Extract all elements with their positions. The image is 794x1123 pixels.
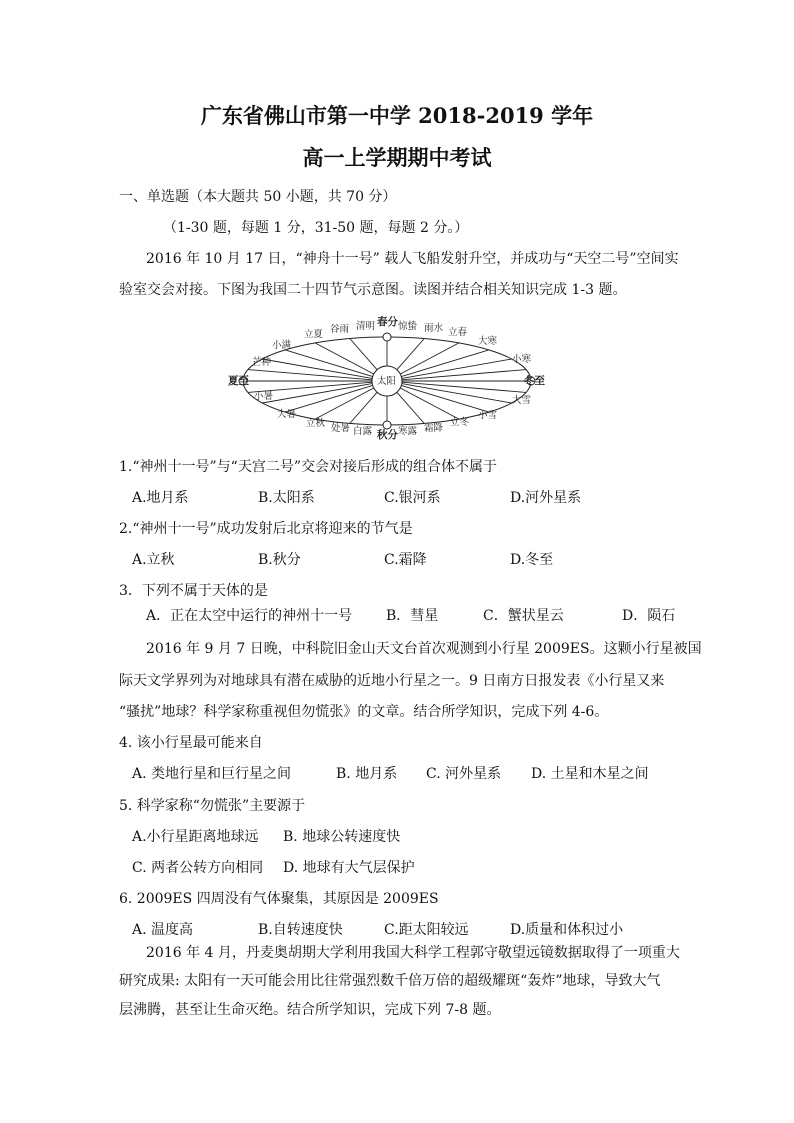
question-6-option-a[interactable]: A. 温度高 bbox=[132, 922, 194, 938]
label-autumn: 秋分 bbox=[377, 429, 398, 441]
question-2-stem: 2.“神州十一号”成功发射后北京将迎来的节气是 bbox=[119, 521, 413, 537]
orbit-ray bbox=[400, 343, 459, 374]
question-1-stem: 1.“神州十一号”与“天宫二号”交会对接后形成的组合体不属于 bbox=[119, 459, 497, 475]
term-dahan: 大寒 bbox=[478, 336, 498, 347]
term-qingming: 清明 bbox=[356, 321, 376, 332]
orbit-ray bbox=[315, 388, 374, 419]
question-5-option-c[interactable]: C. 两者公转方向相同 bbox=[132, 860, 264, 876]
question-6-option-d[interactable]: D.质量和体积过小 bbox=[510, 922, 624, 938]
question-4-option-a[interactable]: A. 类地行星和巨行星之间 bbox=[132, 766, 292, 782]
label-spring: 春分 bbox=[377, 316, 398, 328]
exam-title-line1: 广东省佛山市第一中学 2018-2019 学年 bbox=[200, 103, 594, 128]
term-dashu: 大暑 bbox=[277, 409, 297, 420]
term-xiaoxue: 小雪 bbox=[478, 410, 498, 421]
question-3-stem: 3．下列不属于天体的是 bbox=[119, 583, 268, 599]
orbit-ray bbox=[400, 388, 459, 419]
question-2-option-b[interactable]: B.秋分 bbox=[258, 552, 301, 568]
term-hanlu: 寒露 bbox=[398, 426, 418, 437]
passage1-line1: 2016 年 10 月 17 日，“神舟十一号” 载人飞船发射升空，并成功与“天空二号”空间实 bbox=[146, 251, 679, 267]
term-chushu: 处暑 bbox=[331, 423, 351, 434]
orbit-ray bbox=[397, 392, 424, 423]
orbit-ray bbox=[285, 350, 373, 377]
term-bailu: 白露 bbox=[353, 426, 373, 437]
solar-terms-diagram bbox=[228, 310, 545, 442]
term-shuangjiang: 霜降 bbox=[424, 423, 444, 434]
passage3-line2: 研究成果: 太阳有一天可能会用比往常强烈数千倍万倍的超级耀斑“轰炸”地球，导致大气 bbox=[119, 973, 661, 989]
question-6-stem: 6. 2009ES 四周没有气体聚集，其原因是 2009ES bbox=[119, 891, 439, 907]
orbit-ray bbox=[397, 339, 424, 370]
question-5-option-b[interactable]: B. 地球公转速度快 bbox=[283, 829, 401, 845]
marker-autumn bbox=[383, 421, 391, 429]
orbit-ray bbox=[350, 339, 377, 370]
label-winter: 冬至 bbox=[524, 375, 545, 387]
question-2-option-a[interactable]: A.立秋 bbox=[132, 552, 175, 568]
passage2-line1: 2016 年 9 月 7 日晚，中科院旧金山天文台首次观测到小行星 2009ES。这颗小行星被国 bbox=[146, 641, 702, 657]
passage3-line1: 2016 年 4 月，丹麦奥胡期大学利用我国大科学工程郭守敬望远镜数据取得了一项重大 bbox=[146, 945, 680, 961]
passage2-line3: “骚扰”地球？科学家称重视但勿慌张》的文章。结合所学知识，完成下列 4-6。 bbox=[119, 704, 609, 720]
question-3-option-d[interactable]: D．陨石 bbox=[622, 608, 676, 624]
question-3-option-c[interactable]: C．蟹状星云 bbox=[483, 608, 564, 624]
term-xiaohan: 小寒 bbox=[512, 354, 532, 365]
question-4-stem: 4. 该小行星最可能来自 bbox=[119, 735, 263, 751]
question-2-option-c[interactable]: C.霜降 bbox=[384, 552, 427, 568]
question-6-option-b[interactable]: B.自转速度快 bbox=[258, 922, 343, 938]
question-2-option-d[interactable]: D.冬至 bbox=[510, 552, 554, 568]
marker-spring bbox=[383, 333, 391, 341]
question-1-option-d[interactable]: D.河外星系 bbox=[510, 490, 582, 506]
exam-title-line2: 高一上学期期中考试 bbox=[302, 145, 492, 170]
question-5-option-a[interactable]: A.小行星距离地球远 bbox=[132, 829, 259, 845]
question-6-option-c[interactable]: C.距太阳较远 bbox=[384, 922, 469, 938]
term-xiaoshu: 小暑 bbox=[254, 391, 274, 402]
orbit-ray bbox=[350, 392, 377, 423]
question-5-option-d[interactable]: D. 地球有大气层保护 bbox=[283, 860, 415, 876]
question-1-option-a[interactable]: A.地月系 bbox=[132, 490, 189, 506]
passage1-line2: 验室交会对接。下图为我国二十四节气示意图。读图并结合相关知识完成 1-3 题。 bbox=[119, 282, 627, 298]
orbit-ray bbox=[401, 385, 489, 412]
question-3-option-a[interactable]: A．正在太空中运行的神州十一号 bbox=[146, 608, 353, 624]
term-lixia: 立夏 bbox=[304, 329, 324, 340]
term-daxue: 大雪 bbox=[512, 395, 532, 406]
question-3-option-b[interactable]: B．彗星 bbox=[386, 608, 439, 624]
passage3-line3: 层沸腾，甚至让生命灭绝。结合所学知识，完成下列 7-8 题。 bbox=[119, 1002, 501, 1018]
question-4-option-c[interactable]: C. 河外星系 bbox=[426, 766, 502, 782]
orbit-ray bbox=[285, 385, 373, 412]
question-4-option-d[interactable]: D. 土星和木星之间 bbox=[531, 766, 649, 782]
term-lichun: 立春 bbox=[448, 327, 468, 338]
term-xiaoman: 小满 bbox=[272, 340, 292, 351]
section-heading: 一、单选题（本大题共 50 小题，共 70 分） bbox=[119, 189, 397, 205]
passage2-line2: 际天文学界列为对地球具有潜在威胁的近地小行星之一。9 日南方日报发表《小行星又来 bbox=[119, 673, 665, 689]
term-yushui: 雨水 bbox=[424, 323, 444, 334]
term-mangzhong: 芒种 bbox=[252, 357, 272, 368]
question-1-option-b[interactable]: B.太阳系 bbox=[258, 490, 315, 506]
question-1-option-c[interactable]: C.银河系 bbox=[384, 490, 441, 506]
term-lidong: 立冬 bbox=[450, 417, 470, 428]
question-5-stem: 5. 科学家称“勿慌张”主要源于 bbox=[119, 798, 306, 814]
term-liqiu: 立秋 bbox=[306, 418, 326, 429]
orbit-ray bbox=[401, 350, 489, 377]
question-4-option-b[interactable]: B. 地月系 bbox=[336, 766, 398, 782]
term-jingzhe: 惊蛰 bbox=[398, 321, 418, 332]
sun-label: 太阳 bbox=[377, 376, 397, 387]
section-scoring: （1-30 题，每题 1 分，31-50 题，每题 2 分。） bbox=[163, 220, 469, 236]
label-summer: 夏至 bbox=[228, 375, 249, 387]
orbit-ray bbox=[315, 343, 374, 374]
term-guyu: 谷雨 bbox=[330, 324, 350, 335]
